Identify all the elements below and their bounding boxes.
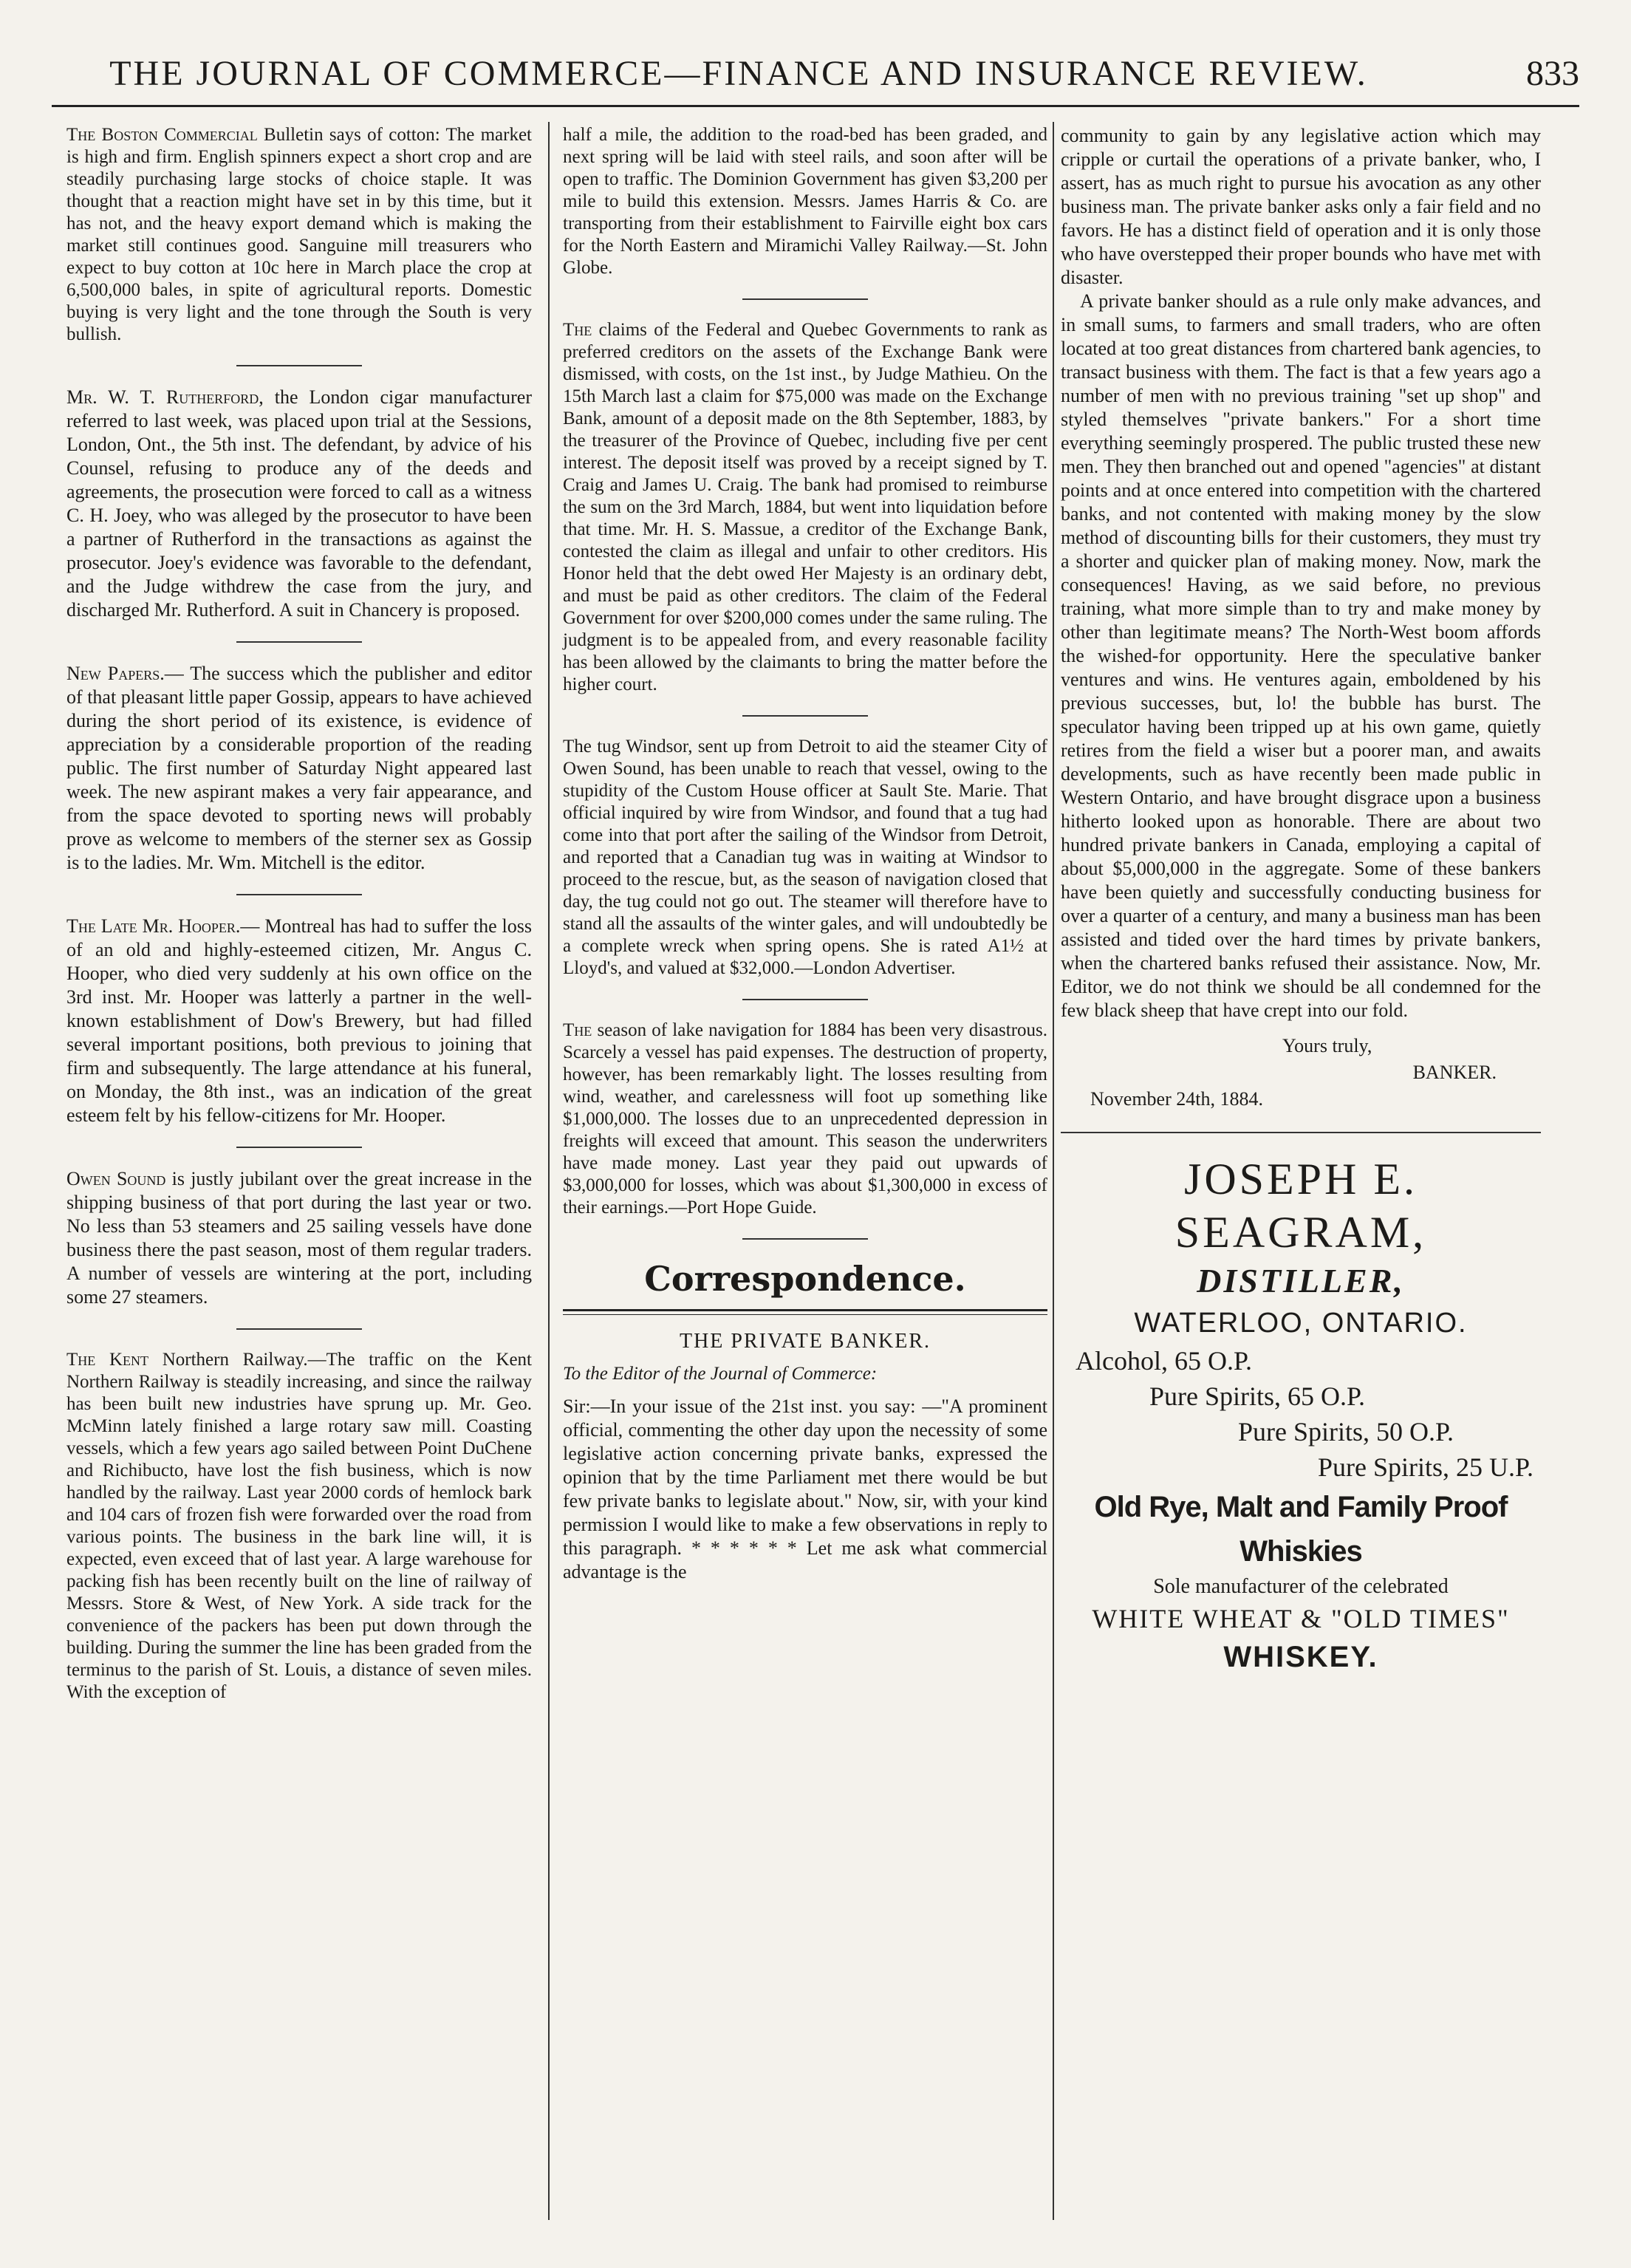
column-middle bbox=[563, 124, 1047, 1584]
section-rule bbox=[563, 1309, 1047, 1315]
article-rutherford bbox=[66, 386, 532, 622]
article-lead: The Boston Commercial bbox=[66, 125, 258, 145]
article-exchange-bank-claims bbox=[563, 319, 1047, 696]
article-lead: The Kent bbox=[66, 1350, 149, 1370]
letter-signature: BANKER. bbox=[1412, 1062, 1497, 1083]
ad-company-name: JOSEPH E. SEAGRAM, bbox=[1174, 1155, 1427, 1257]
article-text: Northern Railway.—The traffic on the Kent Northern Railway is steadily increasing, and since the railway has been built new industries have sprung up. Mr. Geo. McMinn lately finished a large rotary saw mill. Coasting vessels, which a few years ago sailed between Point DuChene and Richibucto, have lost the fish business, which is now handled by the railway. Last year 2000 cords of hemlock bark and 104 cars of frozen fish were forwarded over the road from various points. The business in the bark line will, it is expected, even exceed that of last year. A large warehouse for packing fish has been recently built on the line of railway of Messrs. Store & West, of New York. A side track for the convenience of the packers has been put down through the building. During the summer the line has been graded from the terminus to the parish of St. Louis, a distance of seven miles. With the exception of bbox=[66, 1350, 533, 1702]
column-right bbox=[1061, 124, 1541, 1677]
article-separator bbox=[236, 1328, 362, 1330]
article-lead: The bbox=[563, 1020, 592, 1040]
article-separator bbox=[742, 715, 868, 717]
header-rule bbox=[52, 105, 1579, 107]
article-separator bbox=[236, 365, 362, 366]
letter-salutation: To the Editor of the Journal of Commerce: bbox=[563, 1364, 878, 1384]
article-lead: New Papers.— bbox=[66, 663, 184, 684]
ad-product: Pure Spirits, 65 O.P. bbox=[1149, 1381, 1366, 1411]
letter-text: community to gain by any legislative action which may cripple or curtail the operations of a private banker, who, I assert, has as much right to pursue his avocation as any other business man. The private banker asks only a fair field and no favors. He has a distinct field of operation and it is only those who have overstepped their proper bounds who have met with disaster. bbox=[1061, 125, 1541, 288]
ad-product: Pure Spirits, 50 O.P. bbox=[1238, 1417, 1454, 1446]
column-rule bbox=[1053, 122, 1054, 2220]
letter-signoff bbox=[1061, 1033, 1541, 1113]
article-text: Bulletin says of cotton: The market is high and firm. English spinners expect a short crop and are steadily purchasing large stocks of choice staple. It was thought that a reaction might have set in by this time, but it has not, and the heavy export demand which is making the market still continues good. Sanguine mill treasurers who expect to buy cotton at 10c here in March place the crop at 6,500,000 bales, in spite of agricultural reports. Domestic buying is very light and the tone through the South is very bullish. bbox=[66, 125, 532, 344]
article-text: The tug Windsor, sent up from Detroit to aid the steamer City of Owen Sound, has been unable to reach that vessel, owing to the stupidity of the Custom House officer at Sault Ste. Marie. That official inquired by wire from Windsor, and found that a tug had come into that port after the sailing of the Windsor from Detroit, and reported that a Canadian tug was in waiting at Windsor to proceed to the rescue, but, as the season of navigation closed that day, the tug could not go out. The steamer will therefore have to stand all the assaults of the winter gales, and will undoubtedly be a complete wreck when spring opens. She is rated A1½ at Lloyd's, and valued at $32,000.—London Advertiser. bbox=[563, 737, 1047, 978]
article-separator bbox=[236, 1147, 362, 1148]
seagram-advertisement bbox=[1061, 1132, 1541, 1677]
article-text: The success which the publisher and editor of that pleasant little paper Gossip, appears to have achieved during the short period of its existence, is evidence of appreciation by a considerable proportion of the reading public. The first number of Saturday Night appeared last week. The new aspirant makes a very fair appearance, and from the space devoted to sporting news will probably prove as welcome to members of the sterner sex as Gossip is to the ladies. Mr. Wm. Mitchell is the editor. bbox=[66, 663, 532, 873]
article-text: claims of the Federal and Quebec Governments to rank as preferred creditors on the assets of the Exchange Bank were dismissed, with costs, on the 1st inst., by Judge Mathieu. On the 15th March last a claim for $75,000 was made on the Exchange Bank, amount of a deposit made on the 8th September, 1883, by the treasurer of the Province of Quebec, including five per cent interest. The deposit itself was proved by a receipt signed by T. Craig and James U. Craig. The bank had promised to reimburse the sum on the 3rd March, 1884, but went into liquidation before that time. Mr. H. S. Massue, a creditor of the Exchange Bank, contested the claim as illegal and unfair to other creditors. His Honor held that the debt owed Her Majesty is an ordinary debt, and must be paid as other creditors. The claim of the Federal Government for over $200,000 comes under the same ruling. The judgment is to be appealed from, and every reasonable facility has been allowed by the claimants to bring the matter before the higher court. bbox=[563, 320, 1048, 694]
article-separator bbox=[742, 1238, 868, 1240]
article-lake-navigation bbox=[563, 1019, 1047, 1219]
column-rule bbox=[548, 122, 550, 2220]
letter-body bbox=[563, 1395, 1047, 1584]
article-tug-windsor bbox=[563, 736, 1047, 980]
article-lead: Mr. W. T. Rutherford, bbox=[66, 386, 264, 408]
ad-brands: WHITE WHEAT & "OLD TIMES" bbox=[1092, 1604, 1510, 1633]
letter-date: November 24th, 1884. bbox=[1090, 1088, 1263, 1110]
letter-text: Sir:—In your issue of the 21st inst. you say: —"A prominent official, commenting the other day upon the necessity of some legislative action concerning private banks, expressed the opinion that by the time Parliament met there would be but few private banks to legislate about." Now, sir, with your kind permission I would like to make a few observations in reply to this paragraph. * * * * * * Let me ask what commercial advantage is the bbox=[563, 1396, 1047, 1582]
section-title-correspondence: Correspondence. bbox=[644, 1259, 966, 1299]
letter-closing: Yours truly, bbox=[1282, 1035, 1372, 1056]
article-separator bbox=[236, 641, 362, 643]
page-header bbox=[52, 46, 1579, 105]
article-new-papers bbox=[66, 662, 532, 875]
article-kent-railway bbox=[66, 1349, 532, 1704]
article-separator bbox=[742, 298, 868, 300]
ad-product: Alcohol, 65 O.P. bbox=[1076, 1346, 1253, 1376]
ad-location: WATERLOO, ONTARIO. bbox=[1134, 1308, 1468, 1339]
article-owen-sound bbox=[66, 1167, 532, 1309]
letter-body-continued bbox=[1061, 124, 1541, 290]
article-hooper bbox=[66, 915, 532, 1127]
article-text: Montreal has had to suffer the loss of an old and highly-esteemed citizen, Mr. Angus C. Hooper, who died very suddenly at his own office on the 3rd inst. Mr. Hooper was latterly a partner in the well-known establishment of Dow's Brewery, but had filled several important positions, both previous to joining that firm and subsequently. The large attendance at his funeral, on Monday, the 8th inst., was an indication of the great esteem felt by his fellow-citizens for Mr. Hooper. bbox=[66, 915, 532, 1126]
page-number: 833 bbox=[1526, 54, 1579, 93]
ad-trade: DISTILLER, bbox=[1197, 1262, 1405, 1299]
ad-description: Sole manufacturer of the celebrated bbox=[1153, 1575, 1449, 1598]
article-kent-railway-continued bbox=[563, 124, 1047, 279]
article-text: half a mile, the addition to the road-bed has been graded, and next spring will be laid with steel rails, and soon after will be open to traffic. The Dominion Government has given $3,200 per mile to build this extension. Messrs. James Harris & Co. are transporting from their establishment to Fairville eight box cars for the North Eastern and Miramichi Valley Railway.—St. John Globe. bbox=[563, 125, 1047, 278]
letter-title: THE PRIVATE BANKER. bbox=[679, 1330, 931, 1353]
article-lead: Owen Sound bbox=[66, 1168, 166, 1189]
article-lead: The Late Mr. Hooper.— bbox=[66, 915, 260, 937]
article-text: the London cigar manufacturer referred to last week, was placed upon trial at the Sessions, London, Ont., the 5th inst. The defendant, by advice of his Counsel, refusing to produce any of the deeds and agreements, the prosecution were forced to call as a witness C. H. Joey, who was alleged by the prosecutor to have been a partner of Rutherford in the transactions as against the prosecutor. Joey's evidence was favorable to the defendant, and the Judge withdrew the case from the jury, and discharged Mr. Rutherford. A suit in Chancery is proposed. bbox=[66, 386, 533, 621]
running-title: THE JOURNAL OF COMMERCE—FINANCE AND INSURANCE REVIEW. bbox=[109, 54, 1368, 93]
article-cotton bbox=[66, 124, 532, 346]
article-separator bbox=[236, 894, 362, 895]
letter-body-continued-2 bbox=[1061, 290, 1541, 1022]
ad-whiskey: WHISKEY. bbox=[1223, 1641, 1378, 1673]
letter-text: A private banker should as a rule only make advances, and in small sums, to farmers and small traders, who are often located at too great distances from chartered bank agencies, to transact business with them. The fact is that a few years ago a number of men with no previous training "set up shop" and styled themselves "private bankers." For a short time everything seemingly prospered. The public trusted these new men. They then branched out and opened "agencies" at distant points and at once entered into competition with the chartered banks, and not contented with making money by the slow method of discounting bills for their customers, they must try a shorter and quicker plan of making money. Now, mark the consequences! Having, as we said before, no previous training, what more simple than to try and make money by other than legitimate means? The North-West boom affords the wished-for opportunity. Here the speculative banker ventures and wins. He ventures again, emboldened by his previous successes, but, lo! the bubble has burst. The speculator having been tripped up at his own game, quietly retires from the field a wiser but a poorer man, and awaits developments, such as have recently been made public in Western Ontario, and have brought disgrace upon a business hitherto looked upon as honorable. There are about two hundred private bankers in Canada, employing a capital of about $5,000,000 in the aggregate. Some of these bankers have been quietly and successfully conducting business for over a quarter of a century, and many a business man has been assisted and tided over the hard times by private bankers, when the chartered banks refused their assistance. Now, Mr. Editor, we do not think we should be all condemned for the few black sheep that have crept into our fold. bbox=[1061, 290, 1541, 1021]
article-text: is justly jubilant over the great increase in the shipping business of that port during the last year or two. No less than 53 steamers and 25 sailing vessels have done business there the past season, most of them regular traders. A number of vessels are wintering at the port, including some 27 steamers. bbox=[66, 1168, 533, 1308]
ad-product: Pure Spirits, 25 U.P. bbox=[1317, 1452, 1533, 1482]
column-left bbox=[66, 124, 532, 1704]
article-text: season of lake navigation for 1884 has been very disastrous. Scarcely a vessel has paid expenses. The destruction of property, however, has been remarkably light. The losses resulting from wind, weather, and carelessness will foot up something like $1,000,000. The losses due to an unprecedented depression in freights will exceed that amount. This season the underwriters have made money. Last year they paid out upwards of $3,000,000 for losses, which was about $1,300,000 in excess of their earnings.—Port Hope Guide. bbox=[563, 1020, 1048, 1217]
ad-whiskies: Old Rye, Malt and Family Proof Whiskies bbox=[1094, 1491, 1508, 1568]
article-separator bbox=[742, 999, 868, 1000]
article-lead: The bbox=[563, 320, 592, 340]
